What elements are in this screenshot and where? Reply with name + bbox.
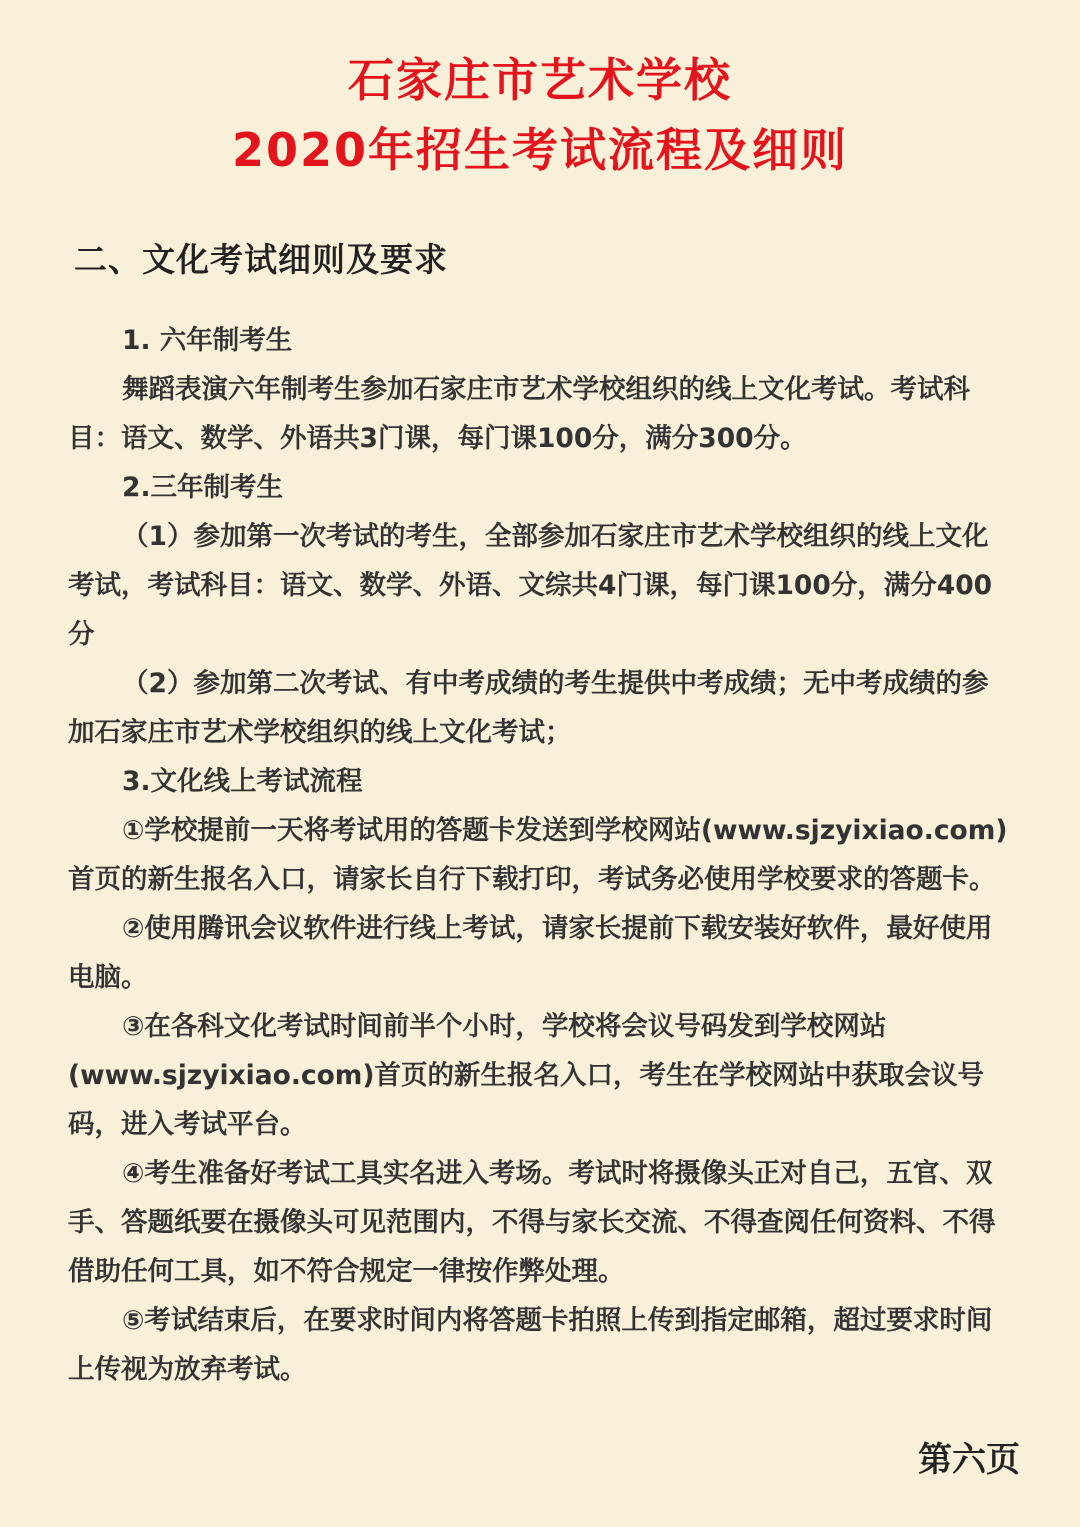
item-heading-three-year: 2.三年制考生 xyxy=(122,472,284,503)
title-line-2: 2020年招生考试流程及细则 xyxy=(231,123,849,177)
section-heading: 二、文化考试细则及要求 xyxy=(74,240,448,279)
paragraph-step-2: ②使用腾讯会议软件进行线上考试，请家长提前下载安装好软件，最好使用电脑。 xyxy=(68,913,993,993)
item-heading-online-process: 3.文化线上考试流程 xyxy=(122,766,363,797)
paragraph-step-5: ⑤考试结束后，在要求时间内将答题卡拍照上传到指定邮箱，超过要求时间上传视为放弃考试。 xyxy=(68,1305,993,1385)
paragraph-second-exam: （2）参加第二次考试、有中考成绩的考生提供中考成绩；无中考成绩的参加石家庄市艺术学校组织的线上文化考试； xyxy=(68,668,989,748)
paragraph-step-4: ④考生准备好考试工具实名进入考场。考试时将摄像头正对自己，五官、双手、答题纸要在摄像头可见范围内，不得与家长交流、不得查阅任何资料、不得借助任何工具，如不符合规定一律按作弊处理。 xyxy=(68,1158,996,1287)
page-number: 第六页 xyxy=(918,1440,1020,1480)
title-line-1: 石家庄市艺术学校 xyxy=(348,53,732,107)
paragraph-step-1: ①学校提前一天将考试用的答题卡发送到学校网站(www.sjzyixiao.com)首页的新生报名入口，请家长自行下载打印，考试务必使用学校要求的答题卡。 xyxy=(68,815,1008,895)
body-text xyxy=(68,316,1012,1394)
paragraph-first-exam: （1）参加第一次考试的考生，全部参加石家庄市艺术学校组织的线上文化考试，考试科目：语文、数学、外语、文综共4门课，每门课100分，满分400分 xyxy=(68,521,993,650)
paragraph-step-3: ③在各科文化考试时间前半个小时，学校将会议号码发到学校网站(www.sjzyixiao.com)首页的新生报名入口，考生在学校网站中获取会议号码，进入考试平台。 xyxy=(68,1011,985,1140)
paragraph-six-year: 舞蹈表演六年制考生参加石家庄市艺术学校组织的线上文化考试。考试科目：语文、数学、外语共3门课，每门课100分，满分300分。 xyxy=(68,374,970,454)
item-heading-six-year: 1. 六年制考生 xyxy=(122,325,293,356)
